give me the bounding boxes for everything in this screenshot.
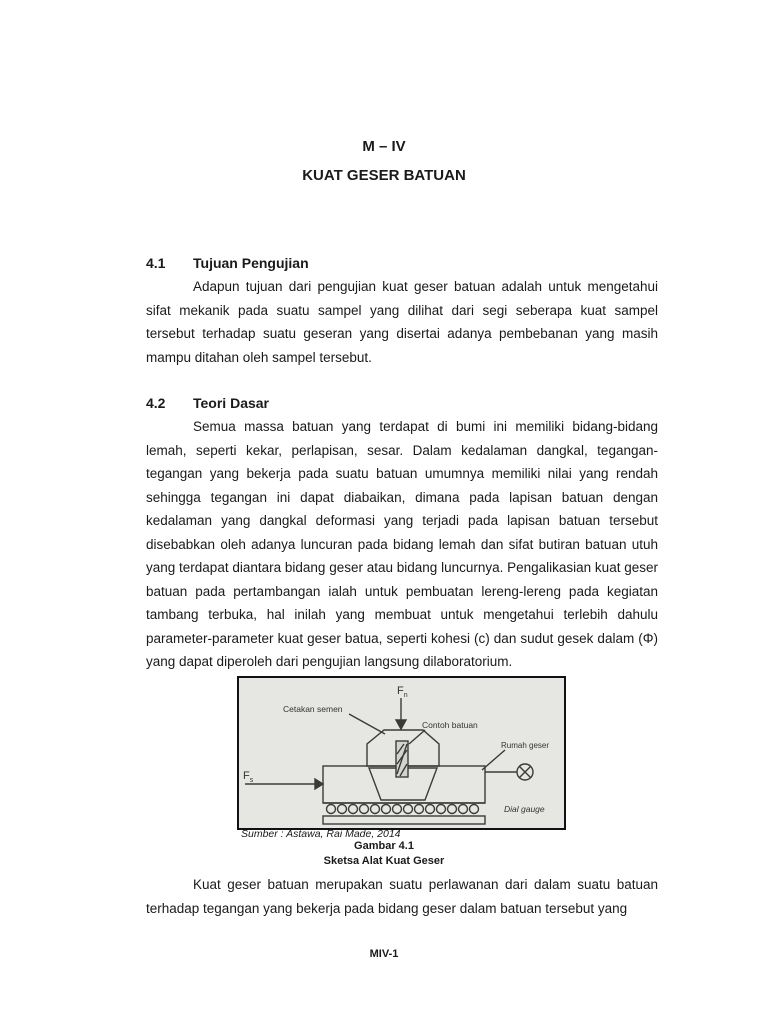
- section-heading-4-1: [146, 255, 309, 271]
- section-paragraph-4-1: [146, 275, 658, 369]
- dial-gauge-label: Dial gauge: [504, 804, 545, 814]
- section-title: Tujuan Pengujian: [193, 255, 309, 271]
- section-paragraph-4-2: [146, 415, 658, 674]
- fs-label: $F_s$: [243, 770, 254, 784]
- chapter-code: M – IV: [362, 138, 406, 155]
- section-number: 4.2: [146, 395, 166, 411]
- section-heading-4-2: [146, 395, 269, 411]
- contoh-batuan-label: Contoh batuan: [422, 720, 478, 730]
- figure-source: Sumber : Astawa, Rai Made, 2014: [241, 828, 401, 840]
- base-plate: [323, 816, 485, 824]
- section-number: 4.1: [146, 255, 166, 271]
- paragraph-text: Adapun tujuan dari pengujian kuat geser batuan adalah untuk mengetahui sifat mekanik pada suatu sampel yang dilihat dari segi seberapa kuat sampel tersebut terhadap suatu geseran yang disertai adanya pembebanan yang masih mampu ditahan oleh sampel tersebut.: [146, 279, 658, 365]
- section-title: Teori Dasar: [193, 395, 269, 411]
- figure-caption-title: Sketsa Alat Kuat Geser: [323, 855, 445, 867]
- chapter-title: KUAT GESER BATUAN: [302, 167, 466, 184]
- rumah-geser-label: Rumah geser: [501, 741, 550, 750]
- fn-label: $F_n$: [397, 685, 408, 699]
- roller-bearings: [327, 805, 479, 814]
- paragraph-text: Semua massa batuan yang terdapat di bumi ini memiliki bidang-bidang lemah, seperti kekar, perlapisan, sesar. Dalam kedalaman dangkal, tegangan-tegangan yang bekerja pada suatu batuan umumnya memiliki nilai yang rendah sehingga tegangan ini dapat diabaikan, dimana pada lapisan batuan dengan kedalaman yang dangkal deformasi yang terjadi pada lapisan batuan tersebut disebabkan oleh adanya luncuran pada bidang lemah dan sifat butiran batuan utuh yang terdapat diantara bidang geser atau bidang luncurnya. Pengalikasian kuat geser batuan pada pertambangan ialah untuk pembuatan lereng-lereng pada kegiatan tambang terbuka, hal inilah yang membuat untuk mengetahui terlebih dahulu parameter-parameter kuat geser batua, seperti kohesi (c) dan sudut gesek dalam (Φ) yang dapat diperoleh dari pengujian langsung dilaboratorium.: [146, 419, 658, 669]
- closing-paragraph: [146, 873, 658, 920]
- shear-apparatus-sketch: [239, 678, 564, 828]
- cetakan-semen-label: Cetakan semen: [283, 704, 343, 714]
- shear-apparatus-figure: [237, 676, 566, 830]
- page-number: MIV-1: [369, 948, 399, 960]
- figure-caption-number: Gambar 4.1: [354, 840, 414, 852]
- paragraph-text: Kuat geser batuan merupakan suatu perlawanan dari dalam suatu batuan terhadap tegangan yang bekerja pada bidang geser dalam batuan tersebut yang: [146, 877, 658, 916]
